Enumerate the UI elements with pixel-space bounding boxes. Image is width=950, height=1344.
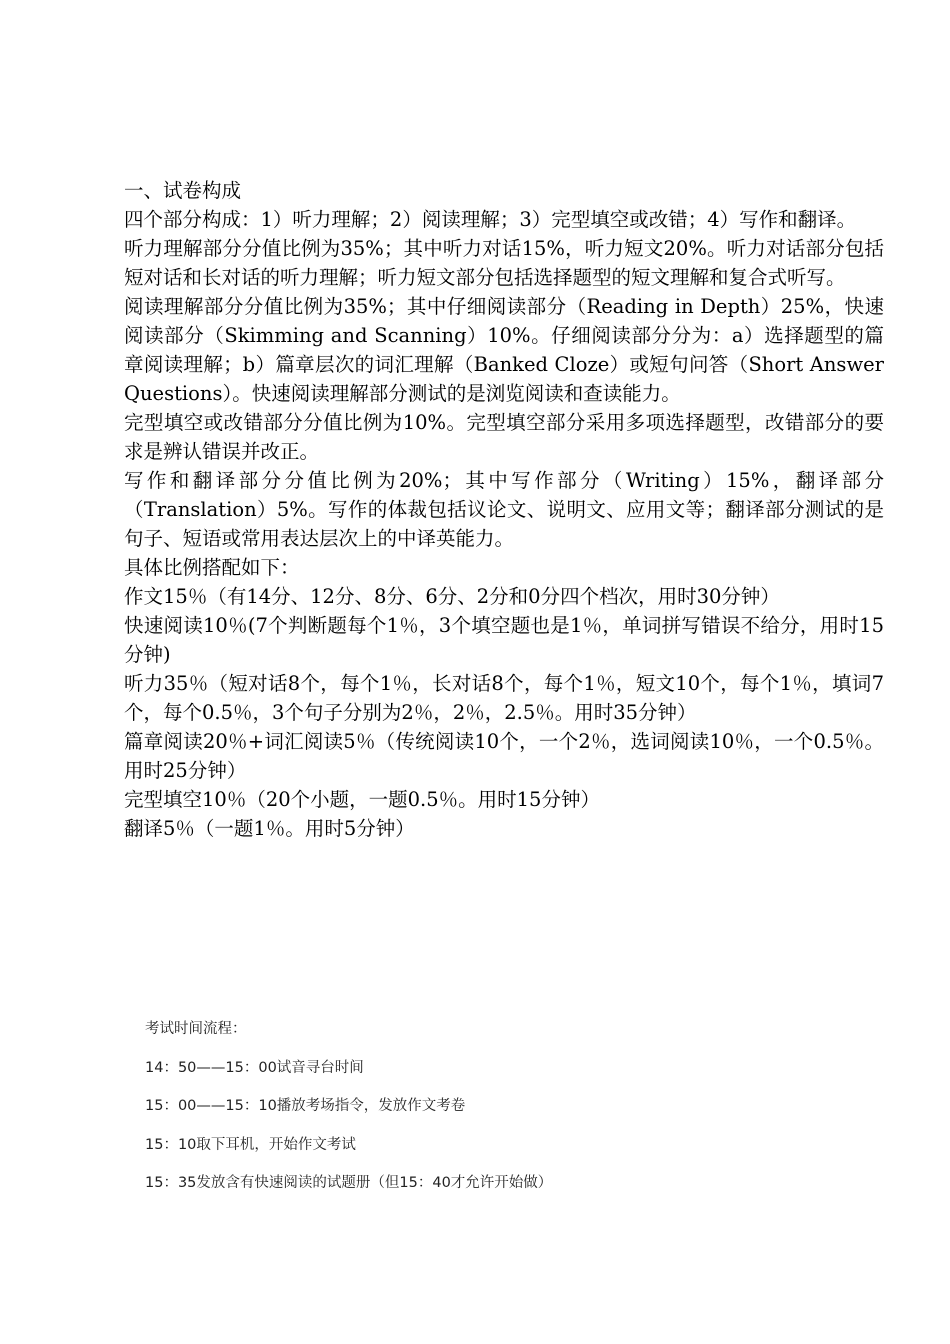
paragraph-reading: 阅读理解部分分值比例为35%；其中仔细阅读部分（Reading in Depth）25%，快速阅读部分（Skimming and Scanning）10%。仔细阅读部分分为：a）选择题型的篇章阅读理解；b）篇章层次的词汇理解（Banked Cloze）或短句问答（Short Answer Questions）。快速阅读理解部分测试的是浏览阅读和查读能力。	[124, 295, 884, 405]
schedule-title: 考试时间流程：	[145, 1021, 247, 1037]
schedule-line: 15：10取下耳机，开始作文考试	[145, 1136, 356, 1153]
exam-structure-section	[124, 176, 884, 843]
ratio-item-translation: 翻译5％（一题1％。用时5分钟）	[124, 817, 415, 840]
exam-schedule	[145, 1014, 845, 1207]
ratio-item-essay: 作文15％（有14分、12分、8分、6分、2分和0分四个档次，用时30分钟）	[124, 585, 780, 608]
paragraph-overview: 四个部分构成：1）听力理解；2）阅读理解；3）完型填空或改错；4）写作和翻译。	[124, 208, 857, 231]
schedule-line: 14：50——15：00试音寻台时间	[145, 1059, 364, 1076]
paragraph-cloze: 完型填空或改错部分分值比例为10%。完型填空部分采用多项选择题型，改错部分的要求是辨认错误并改正。	[124, 411, 884, 463]
paragraph-listening: 听力理解部分分值比例为35%；其中听力对话15%，听力短文20%。听力对话部分包括短对话和长对话的听力理解；听力短文部分包括选择题型的短文理解和复合式听写。	[124, 237, 884, 289]
section-heading: 一、试卷构成	[124, 179, 242, 202]
paragraph-writing-translation: 写作和翻译部分分值比例为20%；其中写作部分（Writing）15%，翻译部分（Translation）5%。写作的体裁包括议论文、说明文、应用文等；翻译部分测试的是句子、短语或常用表达层次上的中译英能力。	[124, 469, 884, 550]
schedule-line: 15：00——15：10播放考场指令，发放作文考卷	[145, 1098, 466, 1114]
ratio-item-listening: 听力35％（短对话8个，每个1％，长对话8个，每个1％，短文10个，每个1％，填词7个，每个0.5％，3个句子分别为2％，2％，2.5％。用时35分钟）	[124, 672, 884, 724]
ratio-item-cloze: 完型填空10％（20个小题，一题0.5％。用时15分钟）	[124, 788, 600, 811]
schedule-line: 15：35发放含有快速阅读的试题册（但15：40才允许开始做）	[145, 1175, 553, 1191]
paragraph-ratio-intro: 具体比例搭配如下：	[124, 556, 300, 579]
ratio-item-fast-reading: 快速阅读10％(7个判断题每个1％，3个填空题也是1％，单词拼写错误不给分，用时15分钟)	[124, 614, 884, 666]
ratio-item-passage-reading: 篇章阅读20％+词汇阅读5％（传统阅读10个，一个2％，选词阅读10％，一个0.5％。用时25分钟）	[124, 730, 884, 782]
